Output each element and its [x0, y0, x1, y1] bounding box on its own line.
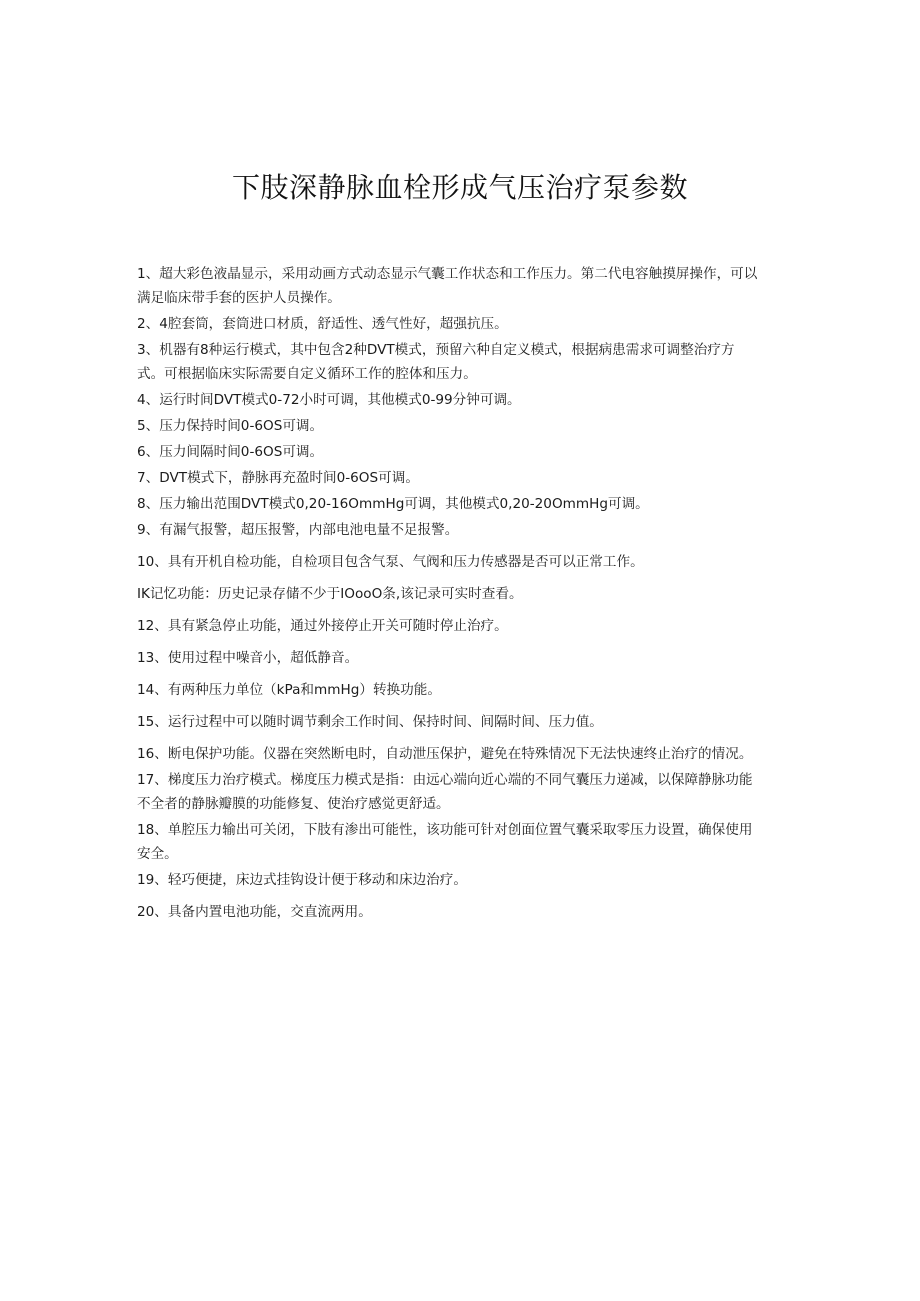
list-item: 7、DVT模式下，静脉再充盈时间0-6OS可调。 — [137, 470, 419, 486]
list-item: 6、压力间隔时间0-6OS可调。 — [137, 444, 324, 460]
list-item: IK记忆功能：历史记录存储不少于IOooO条,该记录可实时查看。 — [137, 586, 523, 602]
list-item: 10、具有开机自检功能，自检项目包含气泵、气阀和压力传感器是否可以正常工作。 — [137, 554, 644, 570]
list-item: 12、具有紧急停止功能，通过外接停止开关可随时停止治疗。 — [137, 618, 508, 634]
list-item: 15、运行过程中可以随时调节剩余工作时间、保持时间、间隔时间、压力值。 — [137, 714, 603, 730]
list-item: 18、单腔压力输出可关闭，下肢有渗出可能性，该功能可针对创面位置气囊采取零压力设置，确保使用安全。 — [137, 822, 753, 862]
list-item: 3、机器有8种运行模式，其中包含2种DVT模式，预留六种自定义模式，根据病患需求可调整治疗方式。可根据临床实际需要自定义循环工作的腔体和压力。 — [137, 342, 735, 382]
list-item: 9、有漏气报警，超压报警，内部电池电量不足报警。 — [137, 522, 459, 538]
document-title: 下肢深静脉血栓形成气压治疗泵参数 — [231, 171, 688, 204]
list-item: 8、压力输出范围DVT模式0,20-16OmmHg可调，其他模式0,20-20OmmHg可调。 — [137, 496, 649, 512]
list-item: 2、4腔套筒，套筒进口材质，舒适性、透气性好，超强抗压。 — [137, 316, 508, 332]
list-item: 13、使用过程中噪音小，超低静音。 — [137, 650, 359, 666]
list-item: 14、有两种压力单位（kPa和mmHg）转换功能。 — [137, 682, 441, 698]
list-item: 16、断电保护功能。仪器在突然断电时，自动泄压保护，避免在特殊情况下无法快速终止治疗的情况。 — [137, 746, 753, 762]
parameter-list — [137, 262, 759, 924]
list-item: 20、具备内置电池功能，交直流两用。 — [137, 904, 372, 920]
list-item: 19、轻巧便捷，床边式挂钩设计便于移动和床边治疗。 — [137, 872, 467, 888]
list-item: 17、梯度压力治疗模式。梯度压力模式是指：由远心端向近心端的不同气囊压力递减，以保障静脉功能不全者的静脉瓣膜的功能修复、使治疗感觉更舒适。 — [137, 772, 753, 812]
list-item: 5、压力保持时间0-6OS可调。 — [137, 418, 324, 434]
list-item: 1、超大彩色液晶显示，采用动画方式动态显示气囊工作状态和工作压力。第二代电容触摸屏操作，可以满足临床带手套的医护人员操作。 — [137, 266, 758, 306]
list-item: 4、运行时间DVT模式0-72小时可调，其他模式0-99分钟可调。 — [137, 392, 521, 408]
